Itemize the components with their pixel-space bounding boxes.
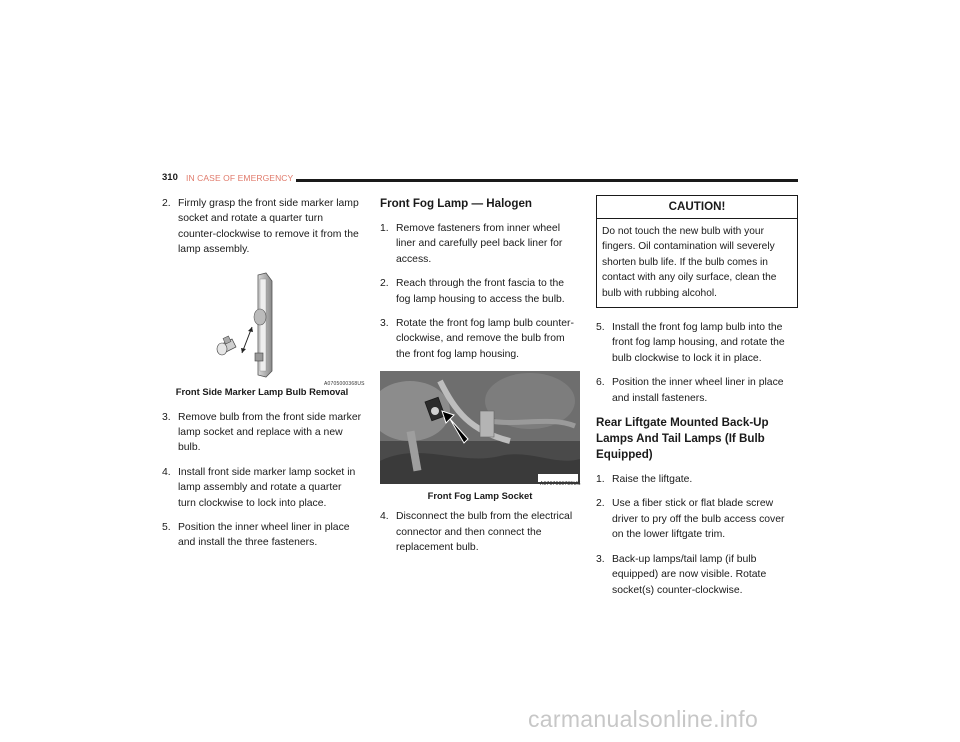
page-header (162, 172, 798, 186)
step-2 (596, 496, 798, 542)
step-text: Rotate the front fog lamp bulb counter-clockwise, and remove the bulb from the front fog lamp housing. (396, 318, 574, 360)
step-5 (596, 320, 798, 366)
step-text: Back-up lamps/tail lamp (if bulb equipped) are now visible. Rotate socket(s) counter-clockwise. (612, 553, 767, 596)
step-number: 6. (596, 377, 605, 389)
caution-text: Do not touch the new bulb with your fingers. Oil contamination will severely shorten bulb life. If the bulb comes in contact with any oily surface, clean the bulb with rubbing alcohol. (602, 226, 777, 299)
side-marker-figure (162, 267, 365, 397)
figure-caption: Front Side Marker Lamp Bulb Removal (175, 385, 349, 397)
step-text: Position the inner wheel liner in place and install fasteners. (612, 377, 784, 404)
figure-code: A0705000368US (324, 380, 365, 387)
step-number: 4. (162, 466, 171, 478)
step-number: 5. (162, 522, 171, 534)
step-number: 2. (596, 498, 605, 510)
step-number: 2. (380, 278, 389, 290)
section-heading: Rear Liftgate Mounted Back-Up Lamps And Tail Lamps (If Bulb Equipped) (596, 416, 769, 462)
step-3 (596, 552, 798, 598)
step-4 (162, 465, 362, 511)
step-number: 3. (380, 318, 389, 330)
step-number: 3. (162, 411, 171, 423)
step-4 (380, 509, 580, 555)
step-number: 3. (596, 553, 605, 565)
section-heading: Front Fog Lamp — Halogen (380, 197, 532, 210)
figure-caption: Front Fog Lamp Socket (427, 490, 533, 502)
step-text: Disconnect the bulb from the electrical connector and then connect the replacement bulb. (396, 511, 573, 554)
step-text: Use a fiber stick or flat blade screw driver to pry off the bulb access cover on the lower liftgate trim. (612, 498, 785, 541)
section-title: IN CASE OF EMERGENCY (186, 172, 294, 183)
step-6 (596, 375, 798, 406)
caution-title: CAUTION! (597, 196, 797, 219)
page-number: 310 (162, 172, 178, 183)
step-1 (596, 472, 798, 487)
step-number: 1. (596, 474, 605, 486)
step-1 (380, 221, 580, 267)
column-2 (380, 196, 580, 564)
fog-lamp-socket-photo (380, 371, 580, 484)
step-text: Install the front fog lamp bulb into the front fog lamp housing, and rotate the bulb clockwise to lock it in place. (612, 322, 785, 364)
step-number: 5. (596, 322, 605, 334)
figure-code: A0707000735US (540, 481, 581, 488)
step-text: Reach through the front fascia to the fog lamp housing to access the bulb. (396, 278, 565, 305)
step-2 (162, 196, 362, 258)
column-1 (162, 196, 365, 560)
step-text: Remove bulb from the front side marker lamp socket and replace with a new bulb. (178, 411, 362, 454)
step-2 (380, 276, 580, 307)
header-rule (296, 179, 798, 182)
step-number: 2. (162, 198, 171, 209)
step-text: Firmly grasp the front side marker lamp socket and rotate a quarter turn counter-clockwise to remove it from the lamp assembly. (178, 198, 359, 256)
step-number: 1. (380, 223, 389, 234)
caution-box (596, 195, 798, 308)
step-text: Position the inner wheel liner in place and install the three fasteners. (178, 522, 350, 549)
step-5 (162, 520, 362, 551)
column-3 (596, 195, 798, 607)
step-3 (162, 410, 362, 456)
watermark: carmanualsonline.info (528, 706, 759, 732)
step-3 (380, 316, 580, 362)
step-text: Remove fasteners from inner wheel liner and carefully peel back liner for access. (396, 223, 563, 265)
side-marker-lamp-illustration (162, 267, 362, 379)
step-text: Install front side marker lamp socket in lamp assembly and rotate a quarter turn clockwise to lock into place. (178, 466, 356, 509)
step-number: 4. (380, 511, 389, 523)
step-text: Raise the liftgate. (612, 474, 693, 486)
fog-lamp-figure (380, 371, 580, 503)
